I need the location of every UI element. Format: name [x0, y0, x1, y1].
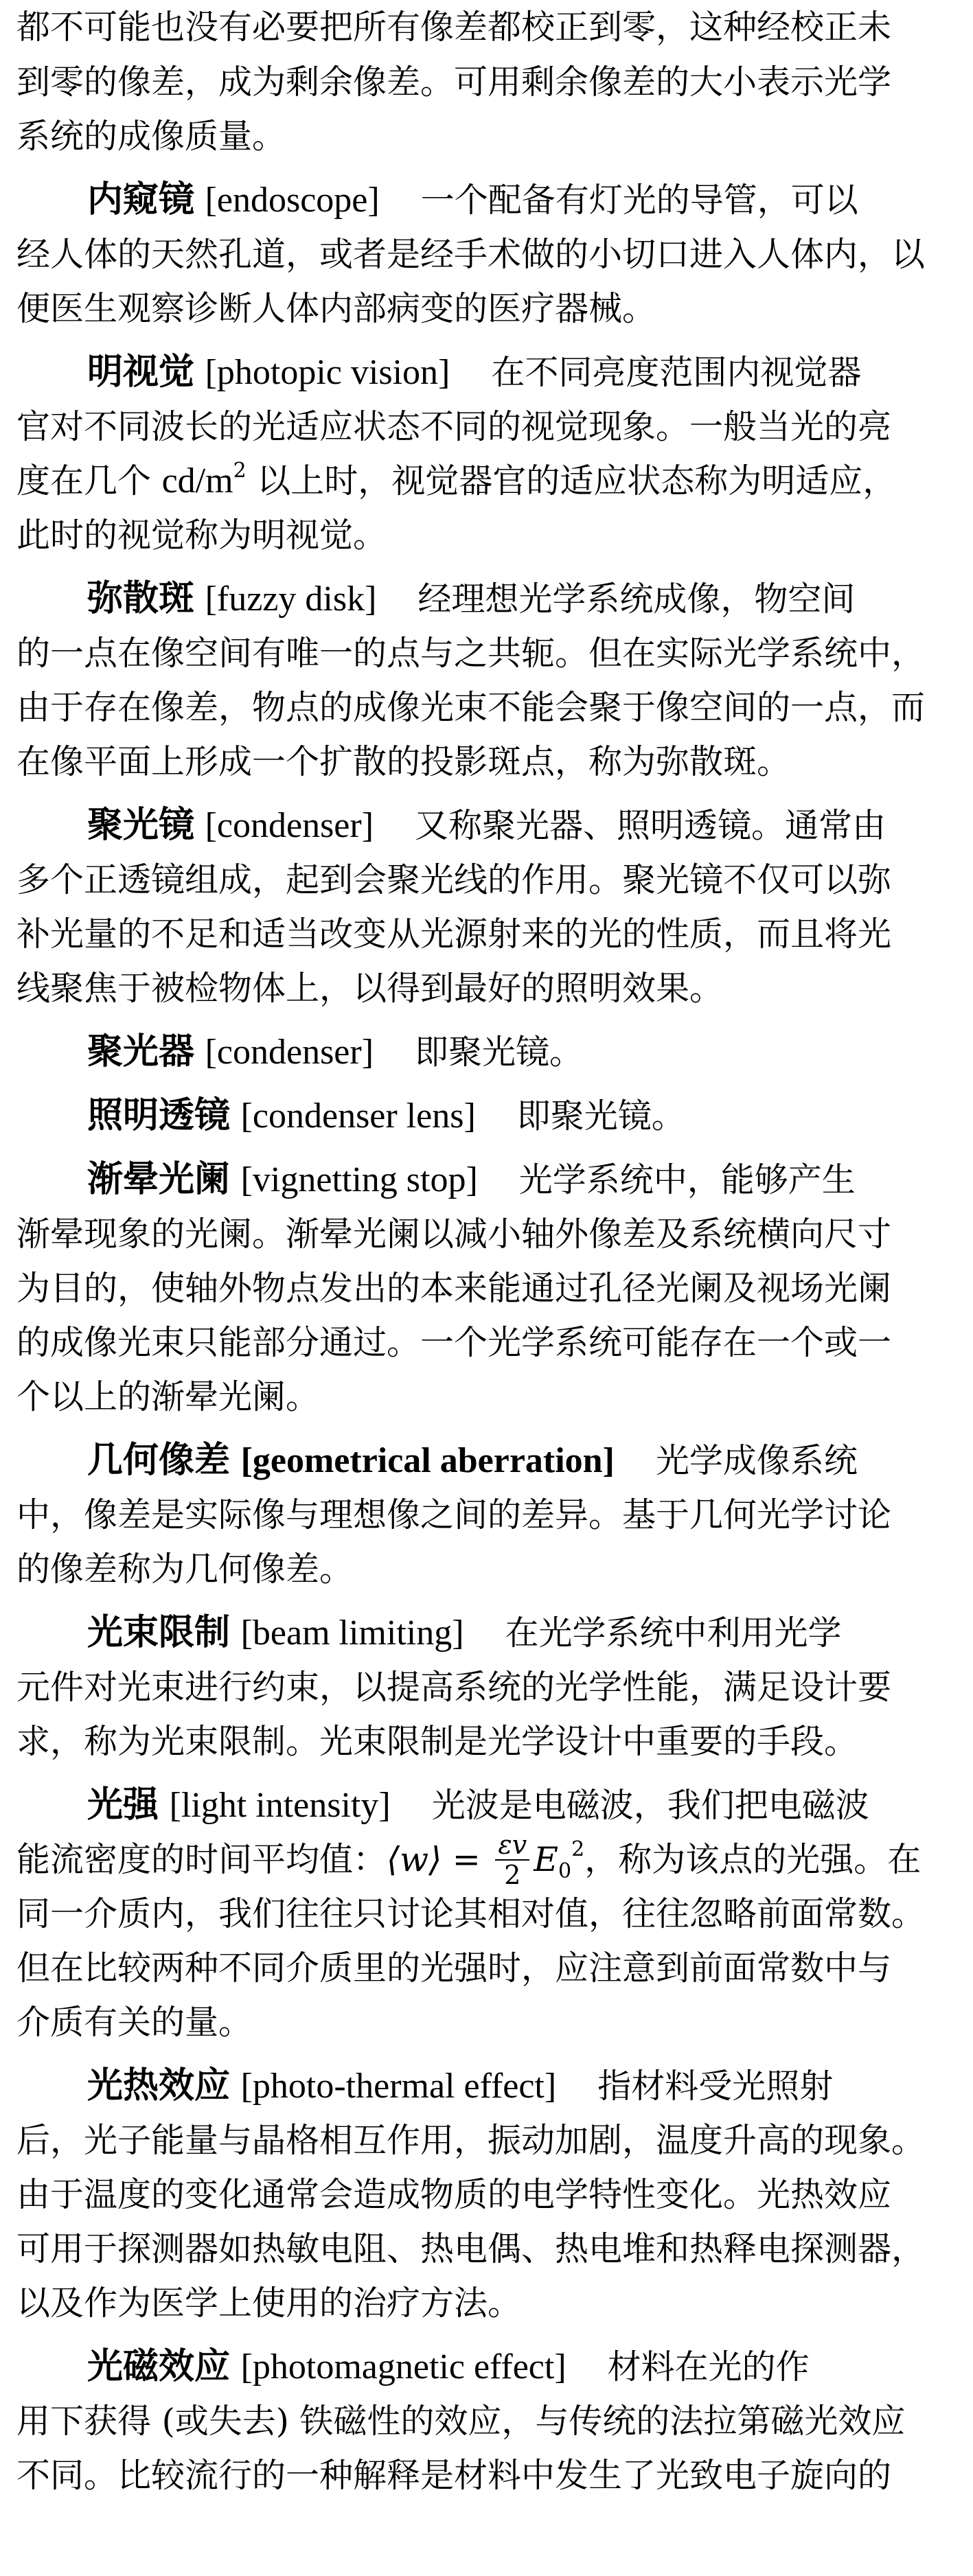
- entry-term: 聚光器: [87, 1031, 195, 1072]
- entry-first-line: [16, 1778, 959, 1832]
- entry-term: 光磁效应: [87, 2346, 231, 2387]
- text-line: 多个正透镜组成，起到会聚光线的作用。聚光镜不仅可以弥: [16, 860, 892, 899]
- entry-text: 光学成像系统: [655, 1441, 858, 1480]
- text-line: 可用于探测器如热敏电阻、热电偶、热电堆和热释电探测器，: [16, 2229, 926, 2268]
- text-line: 由于温度的变化通常会造成物质的电学特性变化。光热效应: [16, 2175, 892, 2214]
- text-line: 渐晕现象的光阑。渐晕光阑以减小轴外像差及系统横向尺寸: [16, 1215, 892, 1254]
- entry-text: 即聚光镜。: [415, 1033, 584, 1072]
- entry-term: 几何像差: [87, 1440, 231, 1481]
- text-line: 的像差称为几何像差。: [16, 1550, 354, 1589]
- fraction-numerator: εv: [495, 1832, 529, 1861]
- entry-text: 光学系统中，能够产生: [518, 1160, 856, 1199]
- unit-exponent: 2: [233, 459, 247, 483]
- entry-vignetting-stop: [16, 1153, 959, 1424]
- text-line: 但在比较两种不同介质里的光强时，应注意到前面常数中与: [16, 1948, 892, 1988]
- entry-term: 渐晕光阑: [87, 1159, 231, 1200]
- entry-condenser-alt: [16, 1025, 959, 1079]
- text-line: 由于存在像差，物点的成像光束不能会聚于像空间的一点，而: [16, 688, 926, 727]
- dictionary-page: [16, 0, 959, 2503]
- formula-superscript: 2: [571, 1837, 585, 1861]
- entry-english: [endoscope]: [205, 181, 380, 220]
- text-line: 在像平面上形成一个扩散的投影斑点，称为弥散斑。: [16, 742, 791, 781]
- entry-text: 又称聚光器、照明透镜。通常由: [415, 806, 886, 845]
- text-line: 补光量的不足和适当改变从光源射来的光的性质，而且将光: [16, 915, 892, 954]
- entry-photopic-vision: [16, 345, 959, 562]
- text-line: 的一点在像空间有唯一的点与之共轭。但在实际光学系统中，: [16, 634, 926, 673]
- text-line: 求，称为光束限制。光束限制是光学设计中重要的手段。: [16, 1722, 858, 1761]
- entry-endoscope: [16, 173, 959, 336]
- entry-text: 经理想光学系统成像，物空间: [417, 579, 856, 619]
- entry-term: 照明透镜: [87, 1095, 231, 1136]
- text-line: 介质有关的量。: [16, 2003, 253, 2042]
- entry-geometrical-aberration: [16, 1434, 959, 1596]
- entry-term: 弥散斑: [87, 578, 195, 619]
- entry-text: 在不同亮度范围内视觉器: [491, 353, 862, 392]
- formula-fraction: [495, 1832, 529, 1887]
- intro-paragraph: [16, 0, 959, 163]
- text-line: 元件对光束进行约束，以提高系统的光学性能，满足设计要: [16, 1668, 892, 1707]
- entry-first-line: [16, 1606, 959, 1660]
- entry-term: 明视觉: [87, 352, 195, 393]
- entry-beam-limiting: [16, 1606, 959, 1769]
- entry-first-line: [16, 345, 959, 400]
- entry-first-line: [16, 798, 959, 853]
- entry-first-line: [16, 1153, 959, 1207]
- entry-english: [photo-thermal effect]: [240, 2067, 557, 2106]
- text-line: 以及作为医学上使用的治疗方法。: [16, 2284, 522, 2323]
- text-line: 用下获得 (或失去) 铁磁性的效应，与传统的法拉第磁光效应: [16, 2402, 906, 2441]
- unit-text: cd/m: [161, 461, 233, 501]
- text-line: 的成像光束只能部分通过。一个光学系统可能存在一个或一: [16, 1323, 892, 1362]
- formula-line: 能流密度的时间平均值：⟨w⟩ = $\frac{\varepsilon v}{2}$ $E_0^2$，称为该点的光强。在: [16, 1832, 922, 1887]
- entry-english: [photopic vision]: [205, 353, 450, 392]
- entry-text: 光波是电磁波，我们把电磁波: [431, 1786, 869, 1825]
- entry-first-line: [16, 572, 959, 626]
- text-line: 同一介质内，我们往往只讨论其相对值，往往忽略前面常数。: [16, 1894, 926, 1933]
- entry-text: 一个配备有灯光的导管，可以: [420, 181, 858, 220]
- entry-english: [geometrical aberration]: [240, 1441, 615, 1480]
- text-line: 官对不同波长的光适应状态不同的视觉现象。一般当光的亮: [16, 407, 892, 446]
- entry-english: [condenser]: [205, 806, 374, 845]
- formula-lhs: ⟨w⟩ =: [387, 1840, 492, 1879]
- entry-light-intensity: [16, 1778, 959, 2049]
- entry-english: [beam limiting]: [240, 1613, 464, 1653]
- entry-first-line: [16, 2340, 959, 2394]
- entry-text: 即聚光镜。: [516, 1096, 685, 1136]
- text-line: 系统的成像质量。: [16, 117, 286, 156]
- text-line: 为目的，使轴外物点发出的本来能通过孔径光阑及视场光阑: [16, 1269, 892, 1308]
- entry-condenser: [16, 798, 959, 1015]
- entry-first-line: [16, 1434, 959, 1488]
- entry-first-line: [16, 2059, 959, 2113]
- entry-english: [light intensity]: [169, 1786, 391, 1825]
- entry-term: 聚光镜: [87, 805, 195, 846]
- entry-photomagnetic-effect: [16, 2340, 959, 2503]
- text-line: 经人体的天然孔道，或者是经手术做的小切口进入人体内，以: [16, 235, 926, 274]
- text-line: 便医生观察诊断人体内部病变的医疗器械。: [16, 289, 656, 328]
- entry-term: 光束限制: [87, 1612, 231, 1653]
- text-line: 后，光子能量与晶格相互作用，振动加剧，温度升高的现象。: [16, 2121, 926, 2160]
- formula-subscript: 0: [558, 1859, 572, 1883]
- entry-condenser-lens: [16, 1089, 959, 1143]
- text-line: 都不可能也没有必要把所有像差都校正到零，这种经校正未: [16, 8, 892, 47]
- formula-e: E: [534, 1840, 559, 1879]
- text-line: 线聚焦于被检物体上，以得到最好的照明效果。: [16, 969, 724, 1008]
- entry-english: [condenser lens]: [240, 1096, 476, 1136]
- entry-english: [vignetting stop]: [240, 1160, 478, 1199]
- entry-photo-thermal-effect: [16, 2059, 959, 2330]
- entry-fuzzy-disk: [16, 572, 959, 789]
- unit-line: 度在几个 $cd/m^2$ 以上时，视觉器官的适应状态称为明适应，: [16, 459, 897, 501]
- entry-english: [photomagnetic effect]: [240, 2347, 566, 2387]
- text-line: 中，像差是实际像与理想像之间的差异。基于几何光学讨论: [16, 1495, 892, 1534]
- entry-term: 内窥镜: [87, 179, 195, 220]
- entry-text: 指材料受光照射: [597, 2067, 834, 2106]
- text-line: 不同。比较流行的一种解释是材料中发生了光致电子旋向的: [16, 2456, 892, 2495]
- fraction-denominator: 2: [504, 1859, 521, 1887]
- entry-text: 材料在光的作: [607, 2347, 810, 2387]
- entry-first-line: [16, 173, 959, 227]
- entry-text: 在光学系统中利用光学: [505, 1613, 842, 1653]
- text-line: 此时的视觉称为明视觉。: [16, 516, 387, 555]
- text-line: 个以上的渐晕光阑。: [16, 1377, 320, 1416]
- entry-first-line: [16, 1089, 959, 1143]
- entry-term: 光强: [87, 1784, 159, 1826]
- entry-first-line: [16, 1025, 959, 1079]
- entry-english: [fuzzy disk]: [205, 579, 377, 619]
- text-line: 到零的像差，成为剩余像差。可用剩余像差的大小表示光学: [16, 62, 892, 102]
- entry-term: 光热效应: [87, 2065, 231, 2106]
- entry-english: [condenser]: [205, 1033, 374, 1072]
